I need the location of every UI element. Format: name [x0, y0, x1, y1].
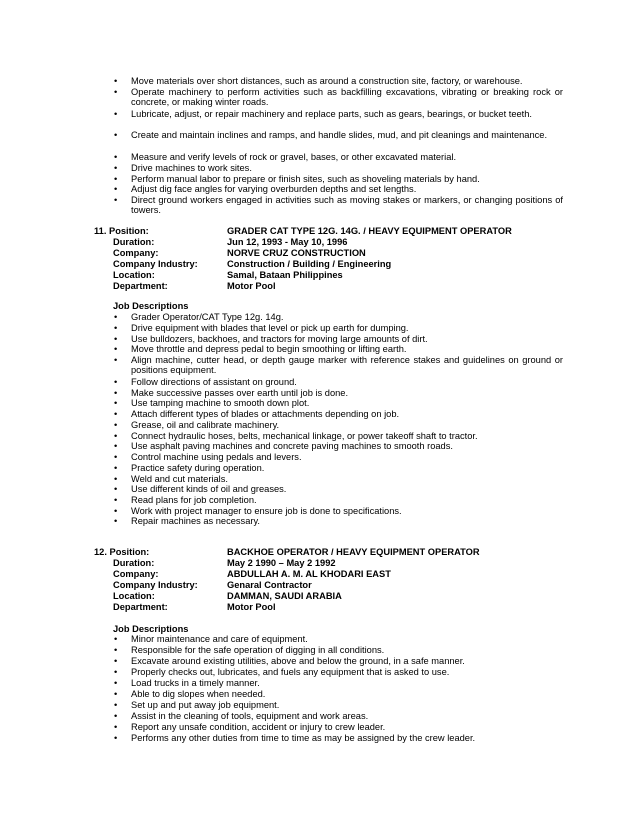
company-industry-label: Company Industry:	[113, 580, 198, 590]
bullet-icon: •	[114, 463, 118, 473]
list-item: • Control machine using pedals and levers.	[114, 452, 302, 462]
location-value: DAMMAN, SAUDI ARABIA	[227, 591, 342, 601]
company-industry-value: Construction / Building / Engineering	[227, 259, 392, 269]
bullet-icon: •	[114, 667, 118, 677]
bullet-icon: •	[114, 441, 118, 451]
list-item: • Grader Operator/CAT Type 12g. 14g.	[114, 312, 284, 322]
location-label: Location:	[113, 270, 155, 280]
list-item: • Use bulldozers, backhoes, and tractors for moving large amounts of dirt.	[114, 334, 428, 344]
list-item: • Assist in the cleaning of tools, equipment and work areas.	[114, 711, 369, 721]
bullet-icon: •	[114, 130, 118, 140]
list-item: • Use asphalt paving machines and concrete paving machines to smooth roads.	[114, 441, 453, 451]
bullet-icon: •	[114, 516, 118, 526]
duration-value: Jun 12, 1993 - May 10, 1996	[227, 237, 348, 247]
list-item: • Move materials over short distances, such as around a construction site, factory, or warehouse.	[114, 76, 523, 86]
company-industry-label: Company Industry:	[113, 259, 198, 269]
department-label: Department:	[113, 602, 168, 612]
position-label: 11. Position:	[94, 226, 149, 236]
bullet-icon: •	[114, 87, 118, 97]
list-item: • Practice safety during operation.	[114, 463, 265, 473]
bullet-icon: •	[114, 700, 118, 710]
list-item: • Measure and verify levels of rock or gravel, bases, or other excavated material.	[114, 152, 457, 162]
department-value: Motor Pool	[227, 281, 276, 291]
list-item: • Adjust dig face angles for varying overburden depths and set lengths.	[114, 184, 417, 194]
list-item: • Create and maintain inclines and ramps, and handle slides, mud, and pit cleanings and maintenance.	[114, 130, 548, 140]
bullet-icon: •	[114, 431, 118, 441]
bullet-icon: •	[114, 195, 118, 205]
location-value: Samal, Bataan Philippines	[227, 270, 343, 280]
duration-label: Duration:	[113, 558, 155, 568]
job-descriptions-heading: Job Descriptions	[113, 301, 189, 311]
list-item: • Report any unsafe condition, accident or injury to crew leader.	[114, 722, 386, 732]
list-item: • Lubricate, adjust, or repair machinery and replace parts, such as gears, bearings, or bucket teeth.	[114, 109, 533, 119]
list-item: • Use tamping machine to smooth down plot.	[114, 398, 310, 408]
bullet-icon: •	[114, 398, 118, 408]
bullet-icon: •	[114, 312, 118, 322]
bullet-icon: •	[114, 76, 118, 86]
list-item: • Minor maintenance and care of equipment.	[114, 634, 308, 644]
bullet-icon: •	[114, 645, 118, 655]
bullet-icon: •	[114, 733, 118, 743]
bullet-icon: •	[114, 184, 118, 194]
list-item: • Properly checks out, lubricates, and fuels any equipment that is asked to use.	[114, 667, 450, 677]
company-label: Company:	[113, 248, 159, 258]
position-value: GRADER CAT TYPE 12G. 14G. / HEAVY EQUIPMENT OPERATOR	[227, 226, 512, 236]
list-item: • Direct ground workers engaged in activities such as moving stakes or markers, or changing positions of towers.	[114, 195, 563, 216]
list-item: • Move throttle and depress pedal to begin smoothing or lifting earth.	[114, 344, 407, 354]
list-item: • Connect hydraulic hoses, belts, mechanical linkage, or power takeoff shaft to tractor.	[114, 431, 478, 441]
list-item: • Performs any other duties from time to time as may be assigned by the crew leader.	[114, 733, 476, 743]
list-item: • Work with project manager to ensure job is done to specifications.	[114, 506, 402, 516]
bullet-icon: •	[114, 163, 118, 173]
list-item: • Repair machines as necessary.	[114, 516, 261, 526]
list-item: • Drive equipment with blades that level or pick up earth for dumping.	[114, 323, 409, 333]
bullet-icon: •	[114, 678, 118, 688]
list-item: • Perform manual labor to prepare or finish sites, such as shoveling materials by hand.	[114, 174, 480, 184]
bullet-icon: •	[114, 689, 118, 699]
list-item: • Make successive passes over earth until job is done.	[114, 388, 349, 398]
list-item: • Able to dig slopes when needed.	[114, 689, 266, 699]
bullet-icon: •	[114, 634, 118, 644]
duration-value: May 2 1990 – May 2 1992	[227, 558, 336, 568]
bullet-icon: •	[114, 323, 118, 333]
bullet-icon: •	[114, 722, 118, 732]
bullet-icon: •	[114, 377, 118, 387]
list-item: • Attach different types of blades or attachments depending on job.	[114, 409, 400, 419]
bullet-icon: •	[114, 152, 118, 162]
company-label: Company:	[113, 569, 159, 579]
bullet-icon: •	[114, 388, 118, 398]
list-item: • Weld and cut materials.	[114, 474, 228, 484]
list-item: • Load trucks in a timely manner.	[114, 678, 260, 688]
location-label: Location:	[113, 591, 155, 601]
bullet-icon: •	[114, 656, 118, 666]
position-label: 12. Position:	[94, 547, 150, 557]
department-label: Department:	[113, 281, 168, 291]
bullet-icon: •	[114, 409, 118, 419]
job-descriptions-heading: Job Descriptions	[113, 624, 189, 634]
list-item: • Grease, oil and calibrate machinery.	[114, 420, 280, 430]
list-item: • Operate machinery to perform activities such as backfilling excavations, vibrating or breaking rock or concrete, or making winter roads.	[114, 87, 563, 108]
company-industry-value: Genaral Contractor	[227, 580, 312, 590]
bullet-icon: •	[114, 174, 118, 184]
list-item: • Drive machines to work sites.	[114, 163, 252, 173]
bullet-icon: •	[114, 474, 118, 484]
list-item: • Align machine, cutter head, or depth gauge marker with reference stakes and guidelines on ground or positions equipment.	[114, 355, 563, 376]
bullet-icon: •	[114, 355, 118, 365]
bullet-icon: •	[114, 711, 118, 721]
bullet-icon: •	[114, 452, 118, 462]
position-value: BACKHOE OPERATOR / HEAVY EQUIPMENT OPERATOR	[227, 547, 480, 557]
list-item: • Set up and put away job equipment.	[114, 700, 280, 710]
bullet-icon: •	[114, 109, 118, 119]
bullet-icon: •	[114, 344, 118, 354]
bullet-icon: •	[114, 420, 118, 430]
duration-label: Duration:	[113, 237, 155, 247]
bullet-icon: •	[114, 495, 118, 505]
list-item: • Read plans for job completion.	[114, 495, 257, 505]
bullet-icon: •	[114, 334, 118, 344]
bullet-icon: •	[114, 506, 118, 516]
list-item: • Responsible for the safe operation of digging in all conditions.	[114, 645, 385, 655]
bullet-icon: •	[114, 484, 118, 494]
list-item: • Use different kinds of oil and greases.	[114, 484, 287, 494]
company-value: ABDULLAH A. M. AL KHODARI EAST	[227, 569, 391, 579]
list-item: • Follow directions of assistant on ground.	[114, 377, 297, 387]
company-value: NORVE CRUZ CONSTRUCTION	[227, 248, 366, 258]
department-value: Motor Pool	[227, 602, 276, 612]
list-item: • Excavate around existing utilities, above and below the ground, in a safe manner.	[114, 656, 465, 666]
